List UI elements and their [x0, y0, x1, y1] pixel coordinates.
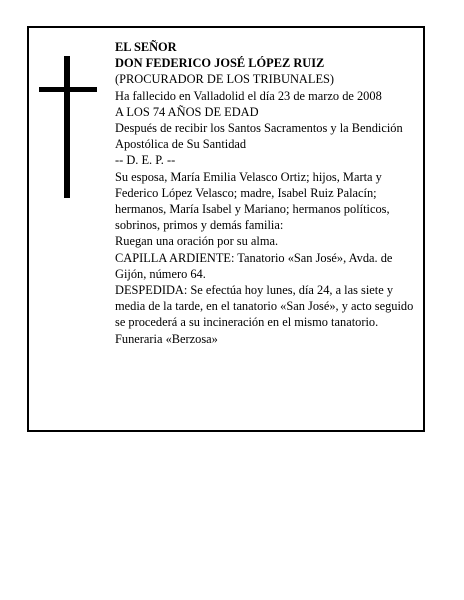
prayer-request: Ruegan una oración por su alma.	[115, 234, 279, 249]
cross-horizontal-bar	[39, 87, 97, 92]
chapel-info: CAPILLA ARDIENTE: Tanatorio «San José», Avda. de Gijón, número 64.	[115, 250, 393, 281]
farewell-info: DESPEDIDA: Se efectúa hoy lunes, día 24, a las siete y media de la tarde, en el tanatorio «San José», y acto seguido se procederá a su incineración en el mismo tanatorio.	[115, 283, 414, 330]
rip-line: -- D. E. P. --	[115, 153, 176, 168]
obituary-notice	[27, 26, 425, 432]
deceased-name: DON FEDERICO JOSÉ LÓPEZ RUIZ	[115, 56, 325, 71]
deceased-profession: (PROCURADOR DE LOS TRIBUNALES)	[115, 72, 335, 87]
cross-icon	[39, 56, 97, 198]
sacraments-statement: Después de recibir los Santos Sacramentos y la Bendición Apostólica de Su Santidad	[115, 121, 403, 152]
obituary-text	[115, 39, 421, 347]
funeral-home: Funeraria «Berzosa»	[115, 331, 218, 346]
cross-vertical-bar	[64, 56, 70, 198]
notice-title: EL SEÑOR	[115, 40, 177, 54]
death-statement: Ha fallecido en Valladolid el día 23 de marzo de 2008	[115, 88, 382, 103]
age-statement: A LOS 74 AÑOS DE EDAD	[115, 104, 259, 119]
family-statement: Su esposa, María Emilia Velasco Ortiz; hijos, Marta y Federico López Velasco; madre, Isabel Ruiz Palacín; hermanos, María Isabel y Mariano; hermanos políticos, sobrinos, primos y demás familia:	[115, 169, 390, 233]
